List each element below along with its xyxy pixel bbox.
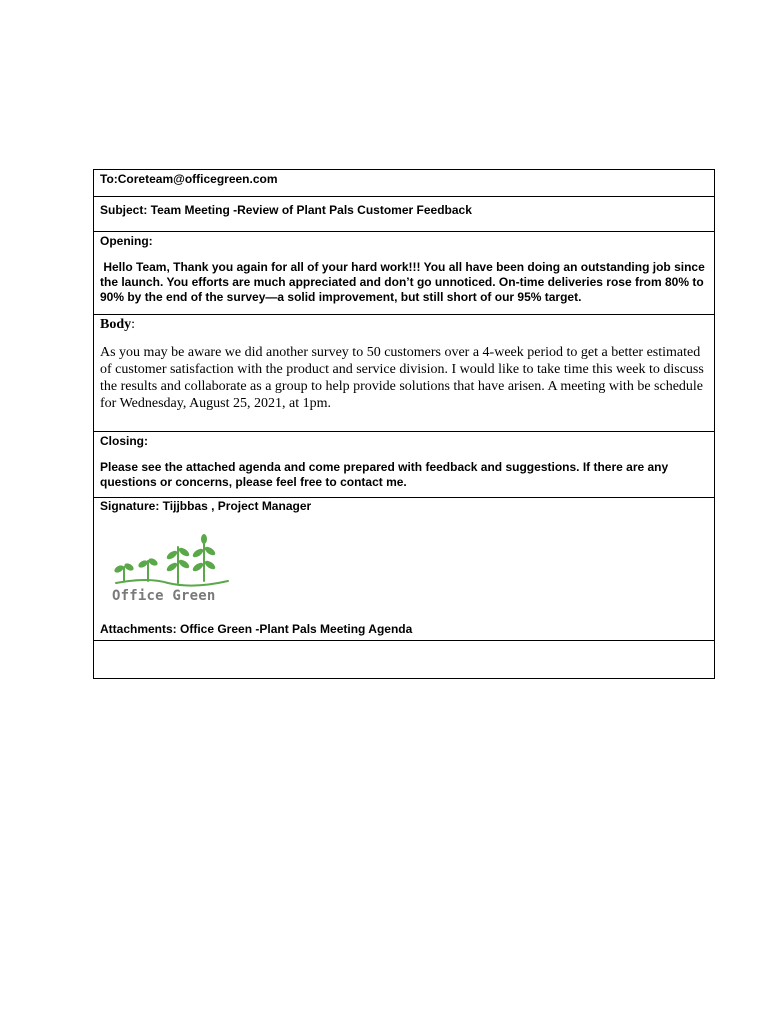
body-text: As you may be aware we did another survey to 50 customers over a 4-week period to get a better estimated of customer satisfaction with the product and service division. I would like to take time this week to discuss the results and collaborate as a group to help provide solutions that have arisen. A meeting with be schedule for Wednesday, August 25, 2021, at 1pm. <box>100 345 704 411</box>
email-template-table <box>93 169 715 679</box>
body-label-text: Body <box>100 317 132 332</box>
subject-row <box>94 197 714 232</box>
office-green-logo <box>108 531 232 617</box>
body-row <box>94 315 714 432</box>
logo-text: Office Green <box>112 588 216 604</box>
signature-row <box>94 498 714 641</box>
body-label-colon: : <box>131 317 136 332</box>
subject-field: Subject: Team Meeting -Review of Plant Pals Customer Feedback <box>100 203 472 217</box>
signature-field: Signature: Tijjbbas , Project Manager <box>100 499 312 513</box>
empty-row <box>94 641 714 678</box>
to-row <box>94 170 714 197</box>
closing-text: Please see the attached agenda and come prepared with feedback and suggestions. If there are any questions or concerns, please feel free to contact me. <box>100 460 669 489</box>
opening-text: Hello Team, Thank you again for all of your hard work!!! You all have been doing an outstanding job since the launch. You efforts are much appreciated and don’t go unnoticed. On-time deliveries rose from 80% to 90% by the end of the survey—a solid improvement, but still short of our 95% target. <box>100 260 709 304</box>
body-label <box>100 316 708 333</box>
closing-row <box>94 432 714 498</box>
to-field: To:Coreteam@officegreen.com <box>100 172 278 186</box>
plant-sprouts-icon <box>108 531 232 591</box>
opening-label: Opening: <box>100 234 153 248</box>
opening-row <box>94 232 714 315</box>
closing-label: Closing: <box>100 434 148 448</box>
attachments-field: Attachments: Office Green -Plant Pals Meeting Agenda <box>100 622 413 636</box>
